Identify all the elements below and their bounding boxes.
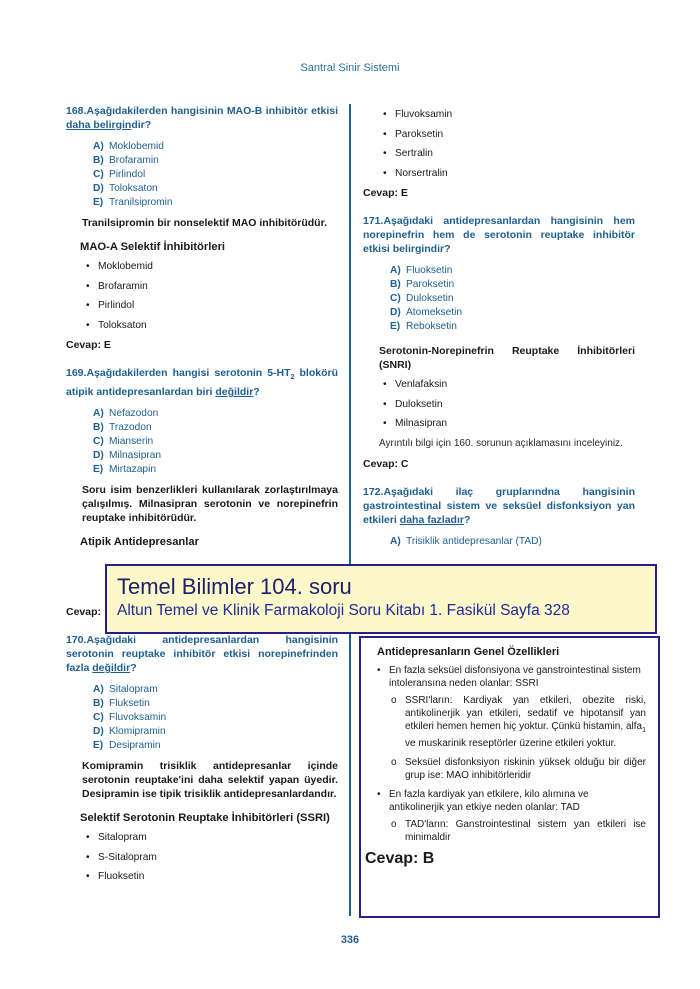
column-divider [349,104,351,916]
option-b[interactable]: B) Trazodon [93,422,152,434]
note-171: Ayrıntılı bilgi için 160. sorunun açıklamasını inceleyiniz. [379,438,623,449]
option-e[interactable]: E) Desipramin [93,740,161,752]
question-number: 171. [363,215,384,227]
option-d[interactable]: D) Klomipramin [93,726,166,738]
left-column [66,104,338,890]
answer-168: Cevap: E [66,339,111,351]
overlay-subtitle: Altun Temel ve Klinik Farmakoloji Soru Kitabı 1. Fasikül Sayfa 328 [117,602,570,619]
page-number: 336 [340,934,360,946]
list-item: • Pirlindol [86,299,338,313]
question-emphasis: değildir [215,386,254,399]
option-e[interactable]: E) Reboksetin [390,321,457,332]
question-number: 169. [66,367,87,379]
question-emphasis: değildir [92,662,131,675]
source-note-overlay [105,564,657,634]
bullet-list-ssri [86,831,338,884]
option-a[interactable]: A) Sitalopram [93,684,158,696]
option-a[interactable]: A) Moklobemid [93,141,164,152]
options-170 [93,683,338,753]
question-168 [66,104,338,132]
question-number: 168. [66,105,87,117]
list-item: • Sertralin [383,147,635,161]
answer-170: Cevap: E [363,187,408,199]
option-d[interactable]: D) Atomeksetin [390,307,463,318]
list-item: • S-Sitalopram [86,851,338,865]
sub-list [389,818,646,844]
options-168 [93,140,338,210]
sub-list-item: o Seksüel disfonksiyon riskinin yüksek olduğu bir diğer grup ise: MAO inhibitörleridir [389,756,646,782]
explanation-170: Komipramin trisiklik antidepresanlar içinde serotonin reuptake'ini daha selektif yapan üyedir. Desipramin ise tipik trisiklik antidepresanlardandır. [82,760,338,801]
option-d[interactable]: D) Milnasipran [93,450,162,462]
options-172 [390,535,635,549]
answer-172: Cevap: B [365,850,435,867]
subheading-mao-a: MAO-A Selektif İnhibitörleri [80,241,226,253]
subheading-atypical: Atipik Antidepresanlar [80,536,199,549]
option-d[interactable]: D) Toloksaton [93,183,158,194]
option-c[interactable]: C) Mianserin [93,436,154,448]
option-b[interactable]: B) Paroksetin [390,279,455,290]
list-item: • Milnasipran [383,417,635,431]
sub-list-item: o TAD'ların: Ganstrointestinal sistem yan etkileri ise minimaldir [389,818,646,844]
list-item: • Venlafaksin [383,378,635,392]
question-emphasis: daha fazladır [399,514,464,526]
subheading-snri: Serotonin-Norepinefrin Reuptake İnhibitörleri (SNRI) [379,345,635,371]
list-item: • Fluvoksamin [383,108,635,122]
bullet-list-mao-a [86,260,338,333]
list-item: • En fazla kardiyak yan etkilere, kilo alımına ve antikolinerjik yan etkiye neden olanlar: TAD o TAD'ların: Ganstrointestinal sistem yan etkileri ise minimaldir [377,788,646,844]
summary-box [359,636,660,918]
question-169: 169.Aşağıdakilerden hangisi serotonin $5-HT_2$ blokörü atipik antidepresanlardan biri değildir? [66,367,338,399]
question-number: 172. [363,486,384,498]
explanation-169: Soru isim benzerlikleri kullanılarak zorlaştırılmaya çalışılmış. Milnasipran serotonin ve norepinefrin reuptake inhibitörüdür. [82,484,338,525]
list-item: • Brofaramin [86,280,338,294]
answer-171: Cevap: C [363,458,409,470]
list-item: • Duloksetin [383,398,635,412]
list-item: • Toloksaton [86,319,338,333]
question-text-end: dir? [131,119,152,131]
list-item: • Moklobemid [86,260,338,274]
question-text: Aşağıdakilerden hangisinin MAO-B inhibitör etkisi [86,105,338,117]
list-item: • Sitalopram [86,831,338,845]
list-item: • Paroksetin [383,128,635,142]
sub-list [389,694,646,782]
option-e[interactable]: E) Tranilsipromin [93,197,173,208]
question-172: 172.Aşağıdaki ilaç gruplarındna hangisinin gastrointestinal sistem ve seksüel disfonksiyon yan etkileri daha fazladır? [363,486,635,526]
question-171: 171.Aşağıdaki antidepresanlardan hangisinin hem norepinefrin hem de serotonin reuptake inhibitör etkisi belirgindir? [363,215,635,255]
right-column [363,104,635,555]
bullet-list-ssri-cont [383,108,635,181]
answer-169: Cevap: [66,606,102,619]
overlay-title: Temel Bilimler 104. soru [117,574,352,599]
option-c[interactable]: C) Duloksetin [390,293,454,304]
summary-title: Antidepresanların Genel Özellikleri [377,646,560,658]
options-171 [390,264,635,334]
option-b[interactable]: B) Brofaramin [93,155,159,166]
list-item: • Fluoksetin [86,870,338,884]
list-item: • Norsertralin [383,167,635,181]
option-c[interactable]: C) Pirlindol [93,169,146,180]
option-e[interactable]: E) Mirtazapin [93,464,156,476]
bullet-list-snri [383,378,635,431]
option-c[interactable]: C) Fluvoksamin [93,712,167,724]
summary-list [377,664,646,844]
running-header: Santral Sinir Sistemi [300,62,400,74]
subheading-ssri: Selektif Serotonin Reuptake İnhibitörleri (SSRI) [80,812,330,825]
explanation-168: Tranilsipromin bir nonselektif MAO inhibitörüdür. [82,217,328,229]
option-a[interactable]: A) Fluoksetin [390,265,453,276]
option-b[interactable]: B) Fluksetin [93,698,150,710]
option-a[interactable]: A) Trisiklik antidepresanlar (TAD) [390,536,542,547]
list-item: • En fazla seksüel disfonsiyona ve ganstrointestinal sistem intoleransına neden olanlar: SSRI o SSRI'ların: Kardiyak yan etkileri, obezite riski, antikolinerjik yan etkileri, sedatif ve hipotansif yan etkileri hemen hemen hiç yoktur. Çünkü histamin, alfa$_1$ ve muskarinik reseptörler üzerine etkileri yoktur. o Seksüel disfonksiyon riskinin yüksek olduğu bir diğer grup ise: MAO inhibitörleridir [377,664,646,782]
question-number: 170. [66,634,87,647]
question-170: 170.Aşağıdaki antidepresanlardan hangisinin serotonin reuptake inhibitör etkisi norepinefrinden fazla değildir? [66,634,338,675]
question-emphasis: daha belirgin [66,119,132,131]
option-a[interactable]: A) Nefazodon [93,408,159,420]
options-169 [93,407,338,477]
sub-list-item: o SSRI'ların: Kardiyak yan etkileri, obezite riski, antikolinerjik yan etkileri, sedatif ve hipotansif yan etkileri hemen hemen hiç yoktur. Çünkü histamin, alfa$_1$ ve muskarinik reseptörler üzerine etkileri yoktur. [389,694,646,750]
